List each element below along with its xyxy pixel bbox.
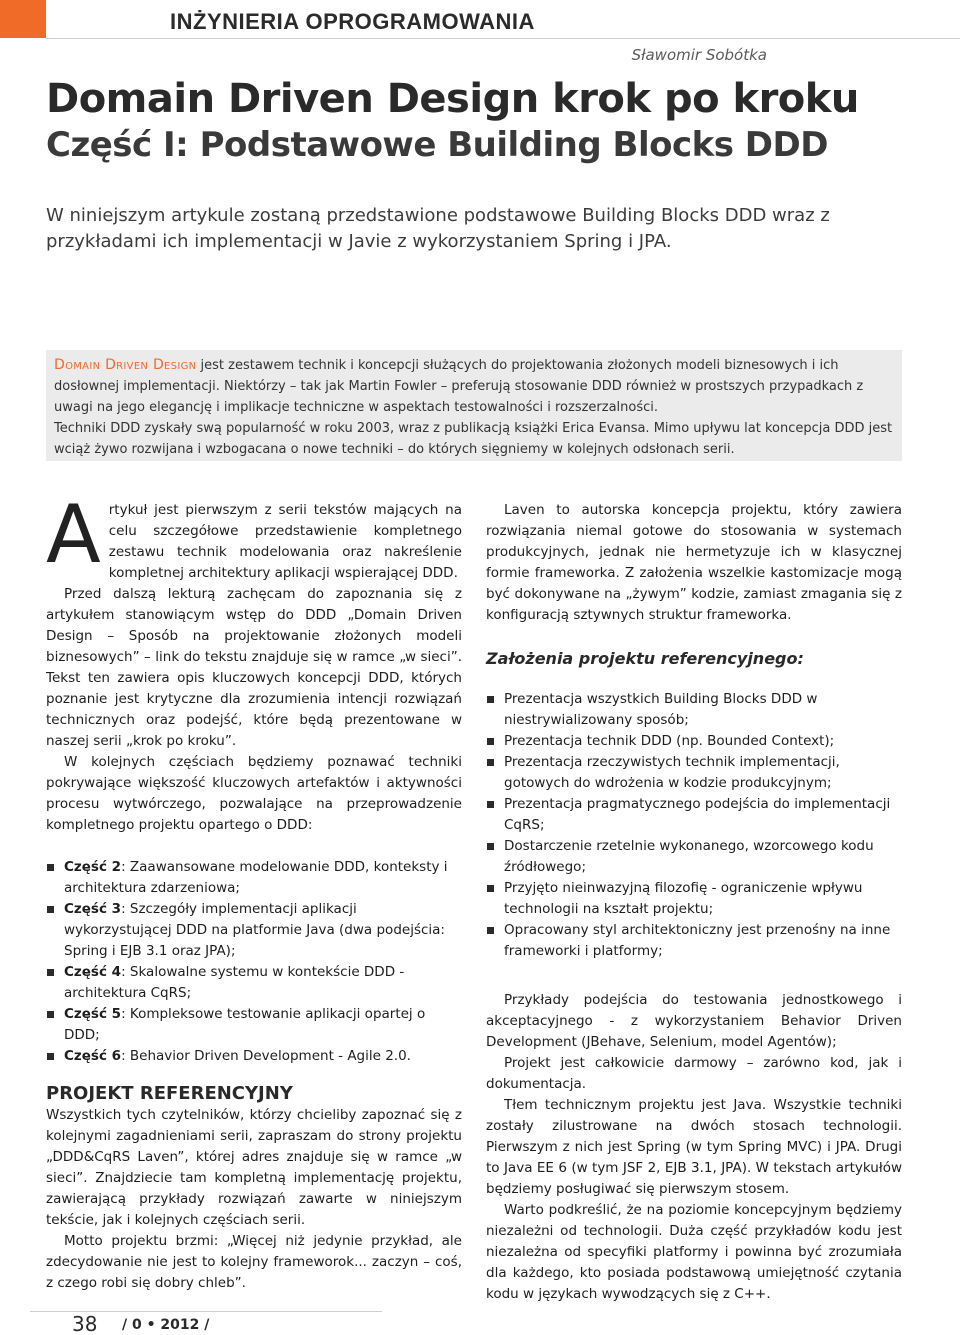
section-color-block — [0, 0, 46, 38]
list-item — [486, 878, 902, 920]
list-item — [486, 920, 902, 962]
bullet-square-icon — [47, 906, 54, 913]
bullet-square-icon — [487, 843, 494, 850]
assumption-text: Przyjęto nieinwazyjną filozofię - ograniczenie wpływu technologii na kształt projektu; — [504, 880, 863, 917]
list-item — [46, 962, 462, 1004]
intro-text-2: Techniki DDD zyskały swą popularność w roku 2003, wraz z publikacją książki Erica Evansa. Mimo upływu lat koncepcja DDD jest wciąż żywo rozwijana i wzbogacana o nowe techniki – do których sięgniemy w kolejnych odsłonach serii. — [54, 421, 893, 457]
right-paragraph-5: Warto podkreślić, że na poziomie koncepcyjnym będziemy niezależni od technologii. Duża część przykładów kodu jest niezależna od specyfiki platformy i powinna być zrozumiała dla każdego, kto posiada podstawową umiejętność czytania kodu w językach wywodzących się z C++. — [486, 1202, 902, 1302]
assumption-text: Dostarczenie rzetelnie wykonanego, wzorcowego kodu źródłowego; — [504, 838, 874, 875]
left-paragraph-1-text: rtykuł jest pierwszym z serii tekstów mających na celu szczegółowe przedstawienie kompletnego zestawu technik modelowania oraz nakreślenie kompletnej architektury aplikacji wspierającej DDD. — [108, 502, 462, 581]
intro-box — [46, 350, 902, 461]
left-column — [46, 488, 462, 1294]
part-label: Część 2 — [64, 859, 122, 875]
part-text: : Behavior Driven Development - Agile 2.0. — [121, 1048, 411, 1064]
part-label: Część 6 — [64, 1048, 122, 1064]
bullet-square-icon — [487, 738, 494, 745]
part-label: Część 4 — [64, 964, 122, 980]
list-item — [486, 794, 902, 836]
header-divider — [46, 38, 960, 39]
assumption-text: Prezentacja rzeczywistych technik implementacji, gotowych do wdrożenia w kodzie produkcyjnym; — [504, 754, 840, 791]
list-item — [486, 731, 902, 752]
assumption-text: Prezentacja wszystkich Building Blocks DDD w niestrywializowany sposób; — [504, 691, 818, 728]
right-paragraph-2: Przykłady podejścia do testowania jednostkowego i akceptacyjnego - z wykorzystaniem Behavior Driven Development (JBehave, Selenium, model Agentów); — [486, 992, 902, 1050]
left-paragraph-1 — [46, 488, 462, 584]
bullet-square-icon — [487, 696, 494, 703]
article-title: Domain Driven Design krok po kroku — [46, 76, 859, 122]
author-name: Sławomir Sobótka — [631, 46, 767, 64]
series-parts-list — [46, 857, 462, 1067]
assumption-text: Prezentacja technik DDD (np. Bounded Context); — [504, 733, 835, 749]
list-item — [46, 1004, 462, 1046]
page-number: 38 — [72, 1312, 98, 1335]
section-heading: PROJEKT REFERENCYJNY — [46, 1083, 293, 1104]
assumption-text: Prezentacja pragmatycznego podejścia do implementacji CqRS; — [504, 796, 891, 833]
part-label: Część 3 — [64, 901, 122, 917]
bullet-square-icon — [487, 759, 494, 766]
right-paragraph-1: Laven to autorska koncepcja projektu, który zawiera rozwiązania niemal gotowe do stosowania w systemach produkcyjnych, jednak nie hermetyzuje ich w klasycznej formie frameworka. Z założenia wszelkie kastomizacje mogą być dokonywane na „żywym” kodzie, zamiast zmagania się z konfiguracją sztywnych struktur frameworka. — [486, 502, 902, 623]
right-paragraph-3: Projekt jest całkowicie darmowy – zarówno kod, jak i dokumentacja. — [486, 1055, 902, 1092]
bullet-square-icon — [47, 864, 54, 871]
bullet-square-icon — [47, 1053, 54, 1060]
bullet-square-icon — [487, 801, 494, 808]
article-lead: W niniejszym artykule zostaną przedstawione podstawowe Building Blocks DDD wraz z przykładami ich implementacji w Javie z wykorzystaniem Spring i JPA. — [46, 205, 830, 252]
part-text: : Szczegóły implementacji aplikacji wykorzystującej DDD na platformie Java (dwa podejścia: Spring i EJB 3.1 oraz JPA); — [64, 901, 445, 959]
bullet-square-icon — [487, 927, 494, 934]
part-text: : Skalowalne systemu w kontekście DDD - architektura CqRS; — [64, 964, 405, 1001]
issue-label: / 0 • 2012 / — [122, 1317, 210, 1333]
part-text: : Kompleksowe testowanie aplikacji opartej o DDD; — [64, 1006, 426, 1043]
drop-cap: A — [46, 488, 101, 581]
left-paragraph-2: Przed dalszą lekturą zachęcam do zapoznania się z artykułem stanowiącym wstęp do DDD „Domain Driven Design – Sposób na projektowanie złożonych modeli biznesowych” – link do tekstu znajduje się w ramce „w sieci”. Tekst ten zawiera opis kluczowych koncepcji DDD, których poznanie jest krytyczne dla zrozumienia intencji rozwiązań technicznych oraz podejść, które będą prezentowane w naszej serii „krok po kroku”. — [46, 586, 462, 749]
assumption-text: Opracowany styl architektoniczny jest przenośny na inne frameworki i platformy; — [504, 922, 891, 959]
part-label: Część 5 — [64, 1006, 122, 1022]
bullet-square-icon — [487, 885, 494, 892]
right-paragraph-4: Tłem technicznym projektu jest Java. Wszystkie techniki zostały zilustrowane na dwóch stosach technologii. Pierwszym z nich jest Spring (w tym Spring MVC) i JPA. Drugi to Java EE 6 (w tym JSF 2, EJB 3.1, JPA). W tekstach artykułów będziemy posługiwać się pierwszym stosem. — [486, 1097, 902, 1197]
list-item — [46, 857, 462, 899]
right-column — [486, 500, 902, 1305]
left-paragraph-5: Motto projektu brzmi: „Więcej niż jedynie przykład, ale zdecydowanie nie jest to kolejny frameworok... zaczyn – coś, z czego robi się dobry chleb”. — [46, 1233, 462, 1291]
intro-term: Domain Driven Design — [54, 357, 197, 373]
left-paragraph-3: W kolejnych częściach będziemy poznawać techniki pokrywające większość kluczowych artefaktów i aktywności procesu wytwórczego, pozwalające na przeprowadzenie kompletnego projektu opartego o DDD: — [46, 754, 462, 833]
section-title: INŻYNIERIA OPROGRAMOWANIA — [170, 9, 535, 34]
assumptions-heading: Założenia projektu referencyjnego: — [486, 649, 804, 668]
list-item — [46, 1046, 462, 1067]
list-item — [486, 752, 902, 794]
list-item — [486, 836, 902, 878]
assumptions-list — [486, 689, 902, 962]
list-item — [46, 899, 462, 962]
intro-text-1: jest zestawem technik i koncepcji służących do projektowania złożonych modeli biznesowych i ich dosłownej implementacji. Niektórzy – tak jak Martin Fowler – preferują stosowanie DDD również w prostszych przypadkach z uwagi na jego elegancję i implikacje techniczne w aspektach testowalności i rozszerzalności. — [54, 358, 864, 415]
bullet-square-icon — [47, 1011, 54, 1018]
part-text: : Zaawansowane modelowanie DDD, konteksty i architektura zdarzeniowa; — [64, 859, 448, 896]
bullet-square-icon — [47, 969, 54, 976]
left-paragraph-4: Wszystkich tych czytelników, którzy chcieliby zapoznać się z kolejnymi zagadnieniami serii, zapraszam do strony projektu „DDD&CqRS Laven”, której adres znajduje się w ramce „w sieci”. Znajdziecie tam kompletną implementację projektu, zawierającą przykłady rozwiązań zawarte w niniejszym tekście, jak i kolejnych częściach serii. — [46, 1107, 462, 1228]
list-item — [486, 689, 902, 731]
article-subtitle: Część I: Podstawowe Building Blocks DDD — [46, 125, 828, 165]
